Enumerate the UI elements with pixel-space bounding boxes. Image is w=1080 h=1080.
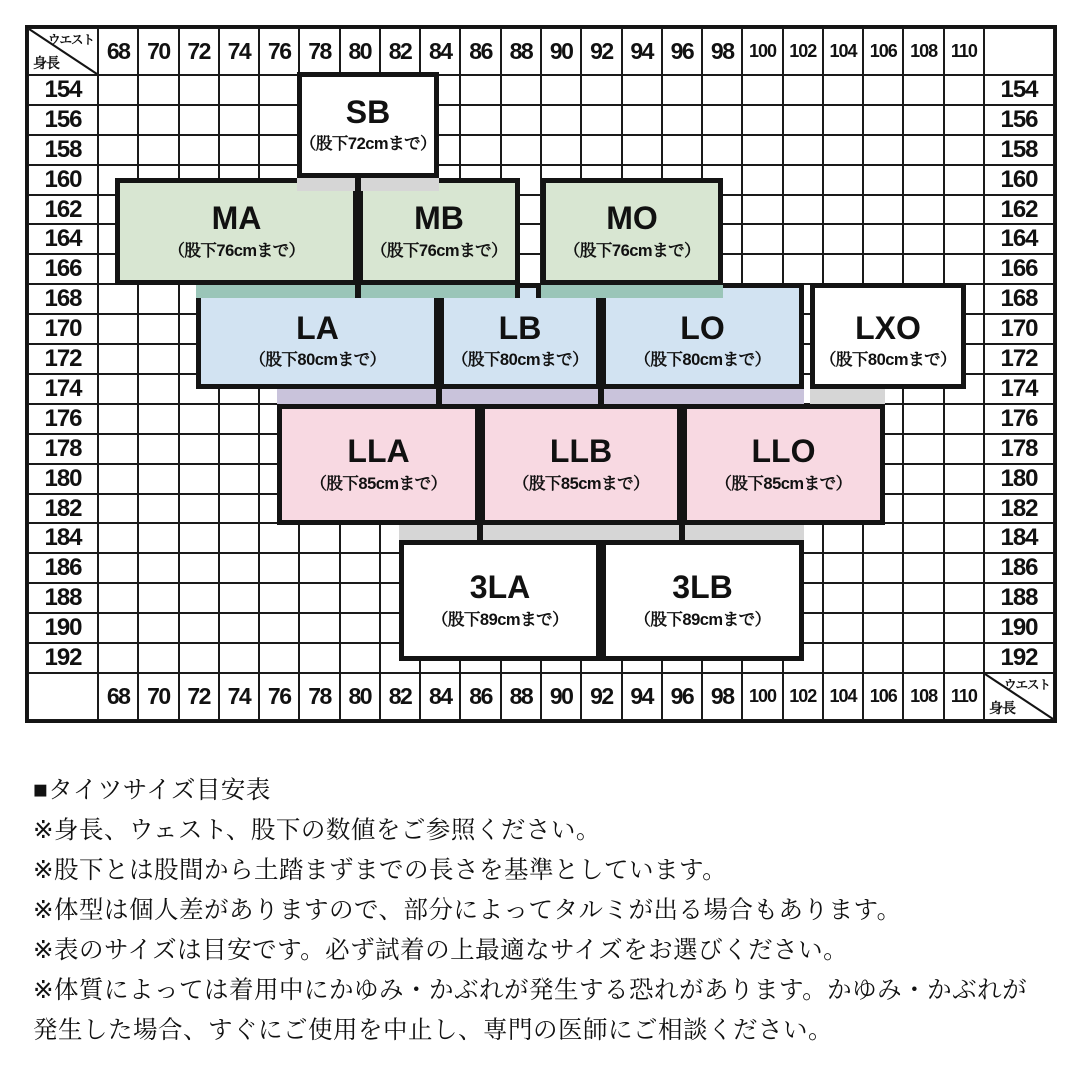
size-code-label: MA (211, 200, 262, 237)
waist-footer-cell: 70 (138, 673, 178, 720)
waist-footer-cell: 78 (299, 673, 339, 720)
waist-header-cell: 92 (581, 28, 621, 75)
note-line: ※股下とは股間から土踏まずまでの長さを基準としています。 (33, 857, 728, 884)
waist-header-cell: 102 (783, 28, 823, 75)
size-inseam-note: （股下80cmまで） (249, 351, 386, 370)
height-label-right: 170 (984, 314, 1054, 344)
size-box-3LA (399, 540, 601, 661)
size-box-LO (601, 283, 804, 389)
waist-footer-cell: 90 (541, 673, 581, 720)
size-code-label: LXO (855, 309, 921, 346)
waist-footer-cell: 102 (783, 673, 823, 720)
height-label-right: 192 (984, 643, 1054, 673)
height-label-left: 182 (28, 494, 98, 524)
overlap-strip (685, 525, 804, 540)
waist-header-cell: 70 (138, 28, 178, 75)
waist-header-cell: 72 (179, 28, 219, 75)
height-label-left: 172 (28, 344, 98, 374)
waist-header-cell: 88 (501, 28, 541, 75)
overlap-strip (515, 285, 520, 298)
waist-header-cell: 82 (380, 28, 420, 75)
waist-footer-cell: 82 (380, 673, 420, 720)
waist-footer-cell: 74 (219, 673, 259, 720)
waist-header-cell: 98 (702, 28, 742, 75)
height-label-right: 174 (984, 374, 1054, 404)
size-code-label: LLA (347, 433, 410, 470)
overlap-strip (442, 389, 598, 404)
waist-header-cell: 108 (903, 28, 943, 75)
waist-footer-cell: 110 (944, 673, 984, 720)
waist-header-cell: 106 (863, 28, 903, 75)
size-code-label: SB (345, 93, 391, 130)
size-box-LXO (810, 283, 966, 389)
height-label-left: 178 (28, 434, 98, 464)
size-box-LB (439, 283, 601, 389)
overlap-strip (810, 389, 885, 404)
height-label-left: 186 (28, 553, 98, 583)
waist-footer-cell: 72 (179, 673, 219, 720)
size-inseam-note: （股下80cmまで） (634, 351, 771, 370)
height-label-right: 168 (984, 284, 1054, 314)
height-label-left: 154 (28, 75, 98, 105)
waist-footer-cell: 86 (460, 673, 500, 720)
size-box-3LB (601, 540, 804, 661)
height-label-right: 164 (984, 224, 1054, 254)
waist-header-cell: 68 (98, 28, 138, 75)
size-box-MB (358, 178, 520, 285)
waist-footer-cell: 106 (863, 673, 903, 720)
height-label-left: 164 (28, 224, 98, 254)
height-label-left: 174 (28, 374, 98, 404)
height-label-left: 158 (28, 135, 98, 165)
overlap-strip (196, 285, 355, 298)
waist-footer-cell: 68 (98, 673, 138, 720)
chart-title: ■タイツサイズ目安表 (33, 777, 271, 804)
height-label-left: 160 (28, 165, 98, 195)
overlap-strip (541, 285, 723, 298)
corner-height-label: 身長 (33, 55, 59, 71)
size-code-label: LLB (549, 433, 613, 470)
size-inseam-note: （股下76cmまで） (370, 241, 508, 260)
note-line: ※表のサイズは目安です。必ず試着の上最適なサイズをお選びください。 (33, 937, 849, 964)
height-label-left: 156 (28, 105, 98, 135)
waist-footer-cell: 108 (903, 673, 943, 720)
overlap-strip (361, 178, 439, 191)
size-box-LA (196, 283, 439, 389)
height-label-right: 180 (984, 464, 1054, 494)
size-inseam-note: （股下89cmまで） (634, 610, 771, 629)
size-inseam-note: （股下85cmまで） (715, 474, 852, 493)
size-code-label: LO (680, 309, 725, 346)
waist-footer-cell: 84 (420, 673, 460, 720)
size-box-LLB (480, 404, 682, 525)
height-label-right: 178 (984, 434, 1054, 464)
height-label-left: 192 (28, 643, 98, 673)
size-inseam-note: （股下85cmまで） (512, 474, 650, 493)
waist-header-cell: 76 (259, 28, 299, 75)
height-label-right: 186 (984, 553, 1054, 583)
overlap-strip (297, 178, 355, 191)
size-inseam-note: （股下80cmまで） (451, 351, 589, 370)
size-code-label: 3LA (469, 569, 531, 606)
waist-footer-cell: 92 (581, 673, 621, 720)
waist-footer-cell: 80 (340, 673, 380, 720)
height-label-left: 180 (28, 464, 98, 494)
waist-header-cell: 110 (944, 28, 984, 75)
size-box-LLO (682, 404, 885, 525)
waist-footer-cell: 96 (662, 673, 702, 720)
height-label-right: 188 (984, 583, 1054, 613)
overlap-strip (361, 285, 515, 298)
height-label-right: 166 (984, 254, 1054, 284)
note-line: ※体質によっては着用中にかゆみ・かぶれが発生する恐れがあります。かゆみ・かぶれが発生した場合、すぐにご使用を中止し、専門の医師にご相談ください。 (33, 977, 1028, 1044)
waist-header-cell: 84 (420, 28, 460, 75)
waist-header-cell: 80 (340, 28, 380, 75)
corner-waist-label: ウエスト (47, 33, 94, 47)
height-label-left: 162 (28, 195, 98, 225)
height-label-left: 190 (28, 613, 98, 643)
height-label-left: 184 (28, 523, 98, 553)
waist-header-cell: 78 (299, 28, 339, 75)
height-label-right: 160 (984, 165, 1054, 195)
height-label-left: 168 (28, 284, 98, 314)
size-box-MO (541, 178, 723, 285)
height-label-right: 184 (984, 523, 1054, 553)
waist-footer-cell: 76 (259, 673, 299, 720)
overlap-strip (399, 525, 477, 540)
height-label-left: 176 (28, 404, 98, 434)
size-code-label: LB (498, 309, 542, 346)
height-label-left: 188 (28, 583, 98, 613)
size-inseam-note: （股下85cmまで） (310, 474, 447, 493)
overlap-strip (277, 389, 436, 404)
waist-footer-cell: 104 (823, 673, 863, 720)
height-label-right: 158 (984, 135, 1054, 165)
size-code-label: 3LB (672, 569, 733, 606)
waist-footer-cell: 98 (702, 673, 742, 720)
height-label-left: 170 (28, 314, 98, 344)
size-code-label: MB (414, 200, 464, 237)
overlap-strip (483, 525, 679, 540)
size-box-overlay (25, 25, 1057, 723)
size-code-label: MO (606, 200, 658, 237)
note-line: ※身長、ウェスト、股下の数値をご参照ください。 (33, 817, 601, 844)
size-inseam-note: （股下72cmまで） (299, 135, 437, 154)
size-inseam-note: （股下76cmまで） (168, 241, 305, 260)
height-label-right: 154 (984, 75, 1054, 105)
waist-header-cell: 104 (823, 28, 863, 75)
height-label-right: 190 (984, 613, 1054, 643)
waist-header-cell: 74 (219, 28, 259, 75)
size-inseam-note: （股下89cmまで） (431, 610, 569, 629)
note-line: ※体型は個人差がありますので、部分によってタルミが出る場合もあります。 (33, 897, 902, 924)
waist-footer-cell: 100 (742, 673, 782, 720)
size-box-MA (115, 178, 358, 285)
waist-header-cell: 94 (622, 28, 662, 75)
waist-header-cell: 86 (460, 28, 500, 75)
height-label-right: 172 (984, 344, 1054, 374)
waist-header-cell: 96 (662, 28, 702, 75)
waist-footer-cell: 88 (501, 673, 541, 720)
waist-header-cell: 100 (742, 28, 782, 75)
overlap-strip (604, 389, 804, 404)
corner-waist-label: ウエスト (1003, 677, 1050, 692)
height-label-right: 162 (984, 195, 1054, 225)
waist-header-cell: 90 (541, 28, 581, 75)
size-inseam-note: （股下80cmまで） (819, 351, 957, 370)
size-code-label: LA (296, 309, 339, 346)
height-label-right: 176 (984, 404, 1054, 434)
waist-footer-cell: 94 (622, 673, 662, 720)
height-label-right: 156 (984, 105, 1054, 135)
size-inseam-note: （股下76cmまで） (563, 241, 701, 260)
height-label-right: 182 (984, 494, 1054, 524)
corner-height-label: 身長 (989, 699, 1015, 716)
size-box-SB (297, 72, 439, 178)
height-label-left: 166 (28, 254, 98, 284)
notes-block (33, 771, 1041, 1051)
size-box-LLA (277, 404, 480, 525)
size-code-label: LLO (751, 433, 816, 470)
